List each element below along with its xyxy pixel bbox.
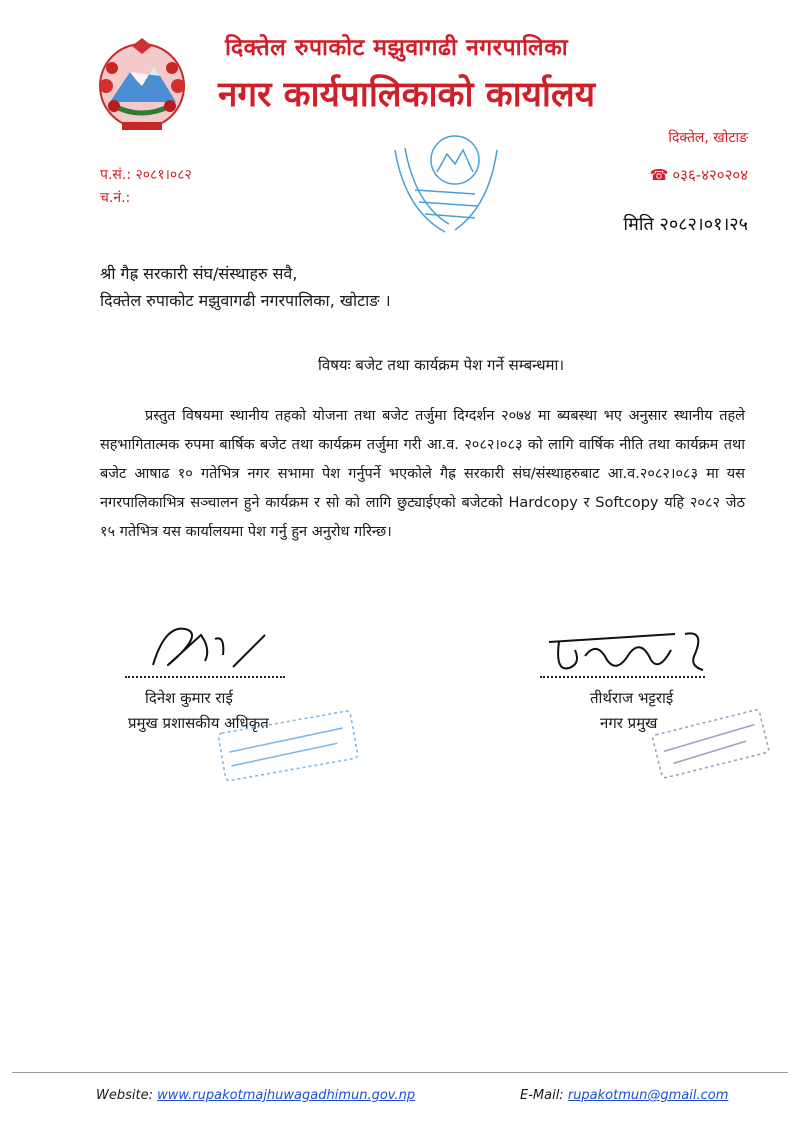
letter-subject: विषयः बजेट तथा कार्यक्रम पेश गर्ने सम्बन्धमा।: [318, 356, 565, 374]
dispatch-number: च.नं.:: [100, 190, 131, 206]
signature-line-right: [540, 676, 705, 678]
website-link[interactable]: www.rupakotmajhuwagadhimun.gov.np: [157, 1088, 416, 1103]
name-stamp-icon: [215, 698, 360, 793]
nepal-emblem-icon: [92, 34, 192, 134]
signatory-name: तीर्थराज भट्टराई: [590, 689, 674, 707]
signature-line-left: [125, 676, 285, 678]
phone-number: ०३६-४२०२०४: [672, 166, 748, 184]
letter-body: प्रस्तुत विषयमा स्थानीय तहको योजना तथा बजेट तर्जुमा दिग्दर्शन २०७४ मा ब्यबस्था भए अनुसार स्थानीय तहले सहभागितात्मक रुपमा बार्षिक बजेट तथा कार्यक्रम तर्जुमा गरी आ.व. २०८२।०८३ को लागि वार्षिक नीति तथा कार्यक्रम तथा बजेट आषाढ १० गतेभित्र नगर सभामा पेश गर्नुपर्ने भएकोले गैह्र सरकारी संघ/संस्थाहरुबाट आ.व.२०८२।०८३ मा यस नगरपालिकाभित्र सञ्चालन हुने कार्यक्रम र सो को लागि छुट्याईएको बजेटको Hardcopy र Softcopy यहि २०८२ जेठ १५ गतेभित्र यस कार्यालयमा पेश गर्नु हुन अनुरोध गरिन्छ।: [100, 408, 745, 540]
office-name: नगर कार्यपालिकाको कार्यालय: [218, 75, 596, 115]
municipality-name: दिक्तेल रुपाकोट मझुवागढी नगरपालिका: [225, 35, 569, 61]
recipient-line-1: श्री गैह्र सरकारी संघ/संस्थाहरु सवै,: [100, 264, 298, 283]
office-stamp-icon: [385, 120, 515, 240]
signatory-title: नगर प्रमुख: [600, 714, 658, 732]
name-stamp-icon: [650, 700, 770, 790]
website-label: Website:: [96, 1088, 153, 1103]
email-link[interactable]: rupakotmun@gmail.com: [567, 1088, 729, 1103]
footer-email: [520, 1088, 728, 1103]
footer-website: [96, 1088, 415, 1103]
telephone-icon: ☎: [649, 166, 669, 184]
recipient-line-2: दिक्तेल रुपाकोट मझुवागढी नगरपालिका, खोटाङ ।: [100, 291, 391, 310]
signature-scribble-right: [545, 620, 725, 680]
phone-contact: [650, 165, 748, 185]
reference-number: प.सं.: २०८१।०८२: [100, 167, 192, 183]
email-label: E-Mail:: [520, 1088, 564, 1103]
signature-scribble-left: [145, 615, 275, 675]
letter-date: मिति २०८२।०१।२५: [623, 214, 748, 235]
footer-divider: [12, 1072, 788, 1073]
signatory-name: दिनेश कुमार राई: [145, 689, 233, 707]
office-location: दिक्तेल, खोटाङ: [668, 130, 748, 146]
signatory-title: प्रमुख प्रशासकीय अधिकृत: [128, 714, 269, 732]
